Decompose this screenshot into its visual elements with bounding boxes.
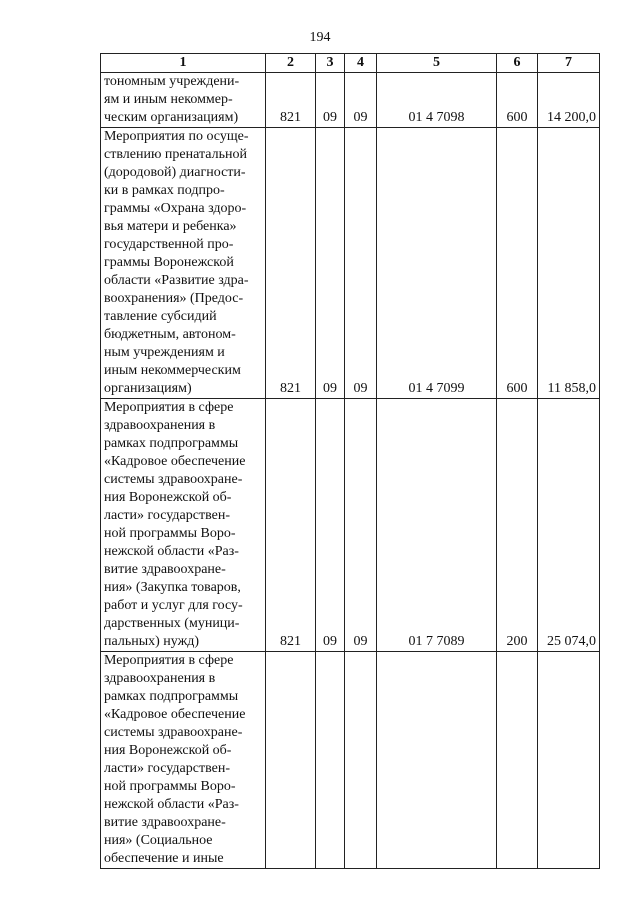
section-code: 09 (316, 73, 345, 128)
ministry-code (266, 652, 316, 869)
column-header: 6 (497, 54, 538, 73)
column-header: 3 (316, 54, 345, 73)
subsection-code: 09 (345, 73, 377, 128)
row-description: Мероприятия в сфере здравоохранения в рамках подпрограммы «Кадровое обеспечение системы здравоохране- ния Воронежской об- ласти» государствен- ной программы Воро- нежской области «Раз- витие здравоохране- ния» (Социальное обеспечение и иные (101, 652, 266, 869)
section-code (316, 652, 345, 869)
ministry-code: 821 (266, 128, 316, 399)
amount: 14 200,0 (538, 73, 600, 128)
subsection-code: 09 (345, 128, 377, 399)
budget-table (100, 53, 600, 869)
target-article-code: 01 4 7099 (377, 128, 497, 399)
column-header: 4 (345, 54, 377, 73)
expense-type-code: 600 (497, 128, 538, 399)
table-row (101, 128, 600, 399)
section-code: 09 (316, 399, 345, 652)
expense-type-code (497, 652, 538, 869)
amount (538, 652, 600, 869)
ministry-code: 821 (266, 73, 316, 128)
row-description: Мероприятия по осуще- ствлению пренатальной (дородовой) диагности- ки в рамках подпро- граммы «Охрана здоро- вья матери и ребенка» государственной про- граммы Воронежской области «Развитие здра- воохранения» (Предос- тавление субсидий бюджетным, автоном- ным учреждениям и иным некоммерческим организациям) (101, 128, 266, 399)
column-header: 2 (266, 54, 316, 73)
target-article-code: 01 7 7089 (377, 399, 497, 652)
column-header: 5 (377, 54, 497, 73)
target-article-code (377, 652, 497, 869)
subsection-code: 09 (345, 399, 377, 652)
row-description: Мероприятия в сфере здравоохранения в рамках подпрограммы «Кадровое обеспечение системы здравоохране- ния Воронежской об- ласти» государствен- ной программы Воро- нежской области «Раз- витие здравоохране- ния» (Закупка товаров, работ и услуг для госу- дарственных (муници- пальных) нужд) (101, 399, 266, 652)
target-article-code: 01 4 7098 (377, 73, 497, 128)
section-code: 09 (316, 128, 345, 399)
amount: 25 074,0 (538, 399, 600, 652)
table-row (101, 652, 600, 869)
expense-type-code: 200 (497, 399, 538, 652)
expense-type-code: 600 (497, 73, 538, 128)
column-header: 1 (101, 54, 266, 73)
table-row (101, 73, 600, 128)
row-description: тономным учреждени- ям и иным некоммер- ческим организациям) (101, 73, 266, 128)
ministry-code: 821 (266, 399, 316, 652)
page-number: 194 (309, 30, 331, 45)
column-header: 7 (538, 54, 600, 73)
amount: 11 858,0 (538, 128, 600, 399)
table-header-row (101, 54, 600, 73)
table-row (101, 399, 600, 652)
subsection-code (345, 652, 377, 869)
